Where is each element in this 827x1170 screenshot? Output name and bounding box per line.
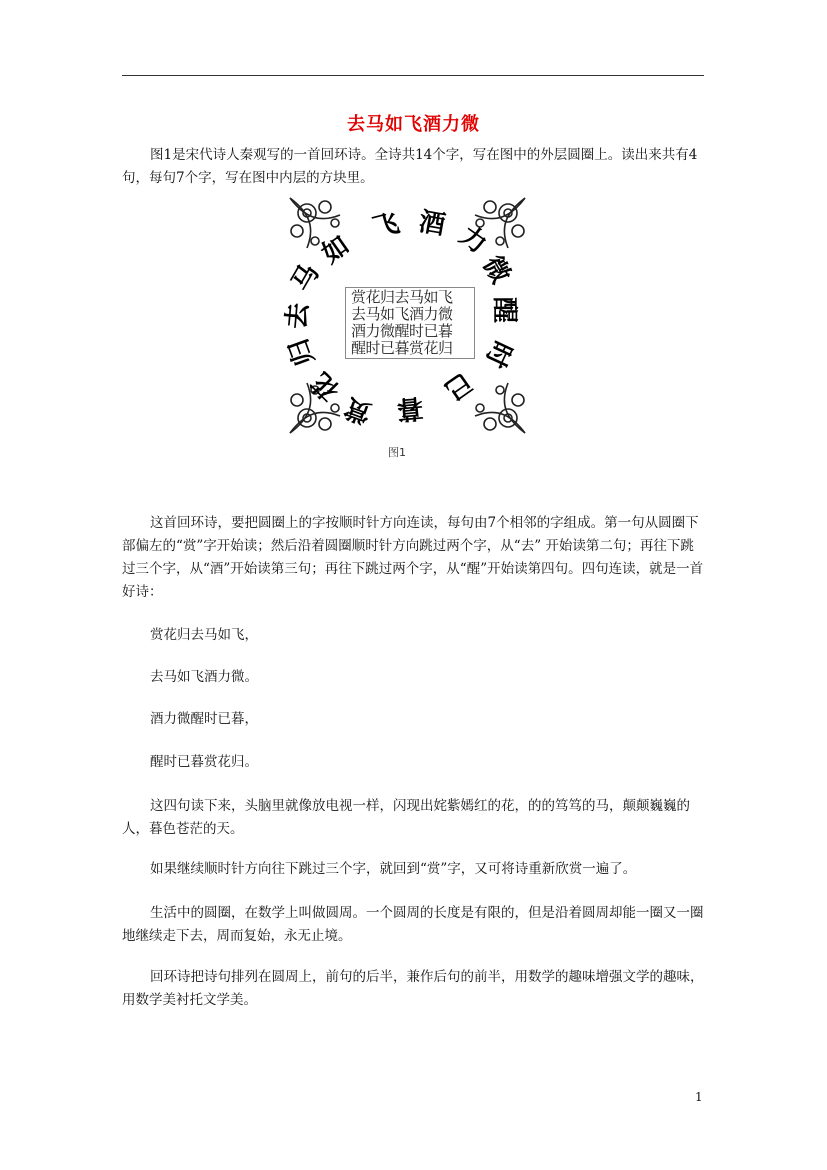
ring-char-8: 酒 <box>416 206 448 242</box>
paragraph-5: 回环诗把诗句排列在圆周上，前句的后半，兼作后句的前半，用数学的趣味增强文学的趣味，用数学美衬托文学美。 <box>122 969 704 1008</box>
ring-char-14: 暮 <box>395 391 425 425</box>
ring-char-9: 力 <box>453 220 493 260</box>
ring-char-4: 去 <box>281 301 315 331</box>
inner-line-3: 酒力微醒时已暮 <box>351 322 453 340</box>
ring-char-10: 微 <box>476 251 516 289</box>
article-title: 去马如飞酒力微 <box>347 114 480 135</box>
ring-char-5: 马 <box>286 259 326 297</box>
ring-char-11: 醒 <box>489 296 519 323</box>
ring-char-3: 归 <box>283 334 321 370</box>
page-number: 1 <box>695 1090 703 1104</box>
paragraph-1: 这首回环诗，要把圆圈上的字按顺时针方向连读，每句由7个相邻的字组成。第一句从圆圈下部偏左的“赏”字开始读；然后沿着圆圈顺时针方向跳过两个字，从“去” 开始读第二句；再往下跳过三个字，从“酒”开始读第三句；再往下跳过两个字，从“醒”开始读第四句。四句连读，就是一首好诗： <box>122 515 704 600</box>
poem-line-2: 去马如飞酒力微。 <box>150 669 258 685</box>
header-rule <box>122 75 704 76</box>
inner-line-1: 赏花归去马如飞 <box>351 288 453 306</box>
paragraph-4: 生活中的圆圈，在数学上叫做圆周。一个圆周的长度是有限的，但是沿着圆周却能一圈又一圈地继续走下去，周而复始，永无止境。 <box>122 905 704 944</box>
intro-paragraph: 图1是宋代诗人秦观写的一首回环诗。全诗共14个字，写在图中的外层圆圈上。读出来共有4句，每句7个字，写在图中内层的方块里。 <box>122 147 698 186</box>
ring-char-13: 已 <box>438 366 478 406</box>
poem-line-4: 醒时已暮赏花归。 <box>150 754 258 770</box>
figure-caption: 图1 <box>388 446 406 459</box>
paragraph-3: 如果继续顺时针方向往下跳过三个字，就回到“赏”字，又可将诗重新欣赏一遍了。 <box>150 861 637 877</box>
ring-char-12: 时 <box>478 335 518 373</box>
inner-line-4: 醒时已暮赏花归 <box>351 339 453 357</box>
ring-char-6: 如 <box>316 230 356 270</box>
floral-corner-ornament-bottom-right <box>475 383 525 433</box>
inner-line-2: 去马如飞酒力微 <box>351 305 453 323</box>
paragraph-2: 这四句读下来，头脑里就像放电视一样，闪现出姹紫嫣红的花，的的笃笃的马，颠颠巍巍的人，暮色苍茫的天。 <box>122 798 690 837</box>
ring-char-1: 赏 <box>340 391 376 429</box>
poem-line-3: 酒力微醒时已暮， <box>150 711 258 727</box>
poem-line-1: 赏花归去马如飞， <box>150 627 258 643</box>
ring-char-2: 花 <box>306 366 346 406</box>
ring-char-7: 飞 <box>369 208 403 244</box>
